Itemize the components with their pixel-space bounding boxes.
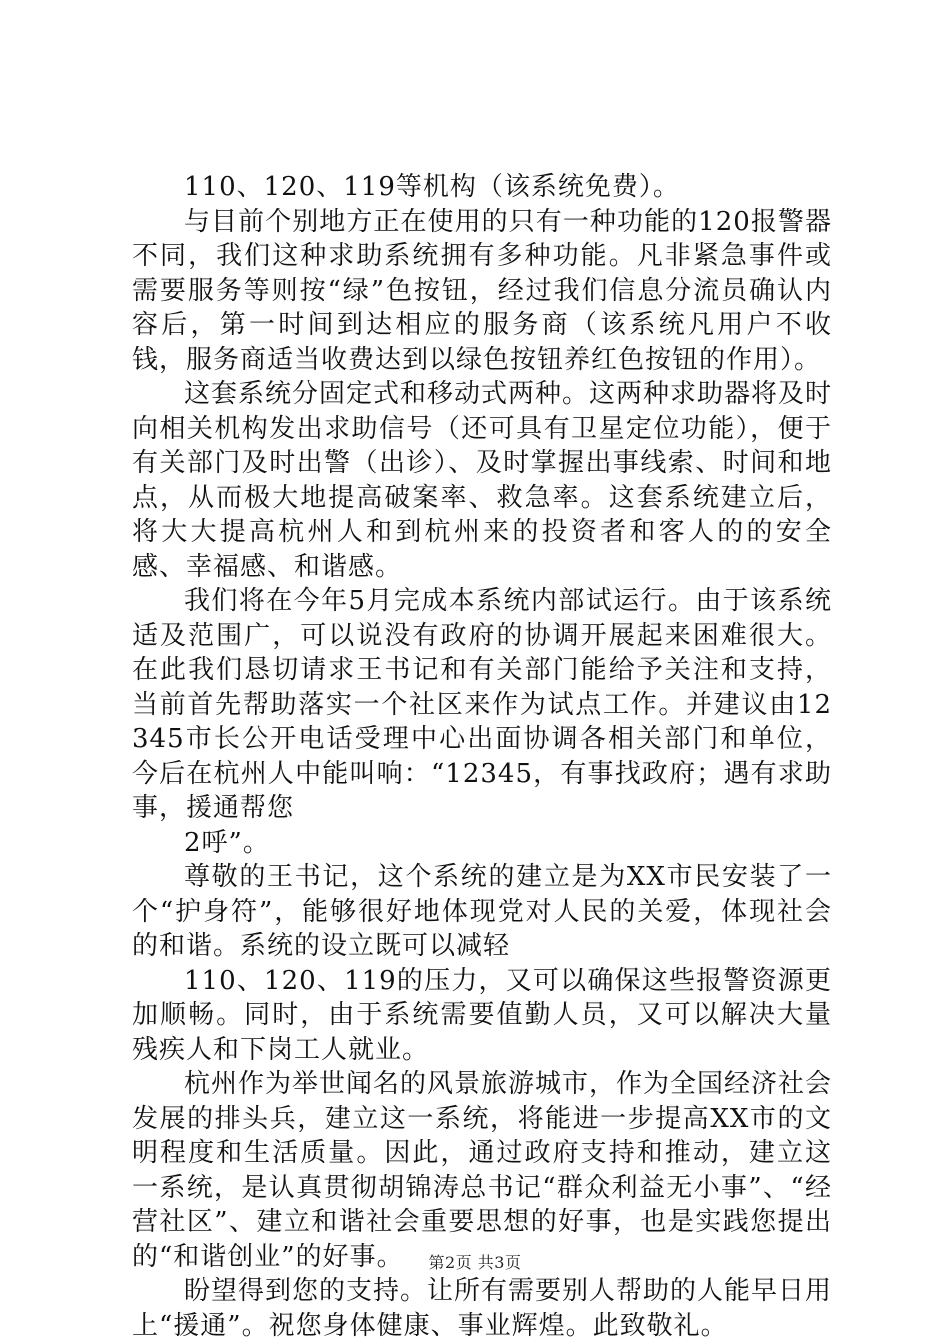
document-body: [132, 170, 832, 1343]
paragraph: 杭州作为举世闻名的风景旅游城市，作为全国经济社会发展的排头兵，建立这一系统，将能进一步提高XX市的文明程度和生活质量。因此，通过政府支持和推动，建立这一系统，是认真贯彻胡锦涛总书记“群众利益无小事”、“经营社区”、建立和谐社会重要思想的好事，也是实践您提出的“和谐创业”的好事。: [132, 1069, 833, 1272]
paragraph: 盼望得到您的支持。让所有需要别人帮助的人能早日用上“援通”。祝您身体健康、事业辉煌。此致敬礼。: [132, 1276, 833, 1341]
paragraph: 这套系统分固定式和移动式两种。这两种求助器将及时向相关机构发出求助信号（还可具有卫星定位功能），便于有关部门及时出警（出诊）、及时掌握出事线索、时间和地点，从而极大地提高破案率、救急率。这套系统建立后，将大大提高杭州人和到杭州来的投资者和客人的的安全感、幸福感、和谐感。: [132, 379, 833, 582]
paragraph: 尊敬的王书记，这个系统的建立是为XX市民安装了一个“护身符”，能够很好地体现党对人民的关爱，体现社会的和谐。系统的设立既可以减轻: [132, 862, 832, 961]
paragraph: 110、120、119的压力，又可以确保这些报警资源更加顺畅。同时，由于系统需要值勤人员，又可以解决大量残疾人和下岗工人就业。: [132, 965, 832, 1065]
paragraph: 2呼”。: [184, 827, 270, 858]
page-footer: [0, 1250, 950, 1273]
paragraph: 我们将在今年5月完成本系统内部试运行。由于该系统适及范围广，可以说没有政府的协调开展起来困难很大。在此我们恳切请求王书记和有关部门能给予关注和支持，当前首先帮助落实一个社区来作为试点工作。并建议由12345市长公开电话受理中心出面协调各相关部门和单位，今后在杭州人中能叫响：“12345，有事找政府；遇有求助事，援通帮您: [132, 586, 832, 823]
page-number-label: 第2页 共3页: [428, 1253, 522, 1272]
paragraph: 与目前个别地方正在使用的只有一种功能的120报警器不同，我们这种求助系统拥有多种功能。凡非紧急事件或需要服务等则按“绿”色按钮，经过我们信息分流员确认内容后，第一时间到达相应的服务商（该系统凡用户不收钱，服务商适当收费达到以绿色按钮养红色按钮的作用）。: [132, 206, 832, 375]
paragraph: 110、120、119等机构（该系统免费）。: [184, 172, 680, 202]
